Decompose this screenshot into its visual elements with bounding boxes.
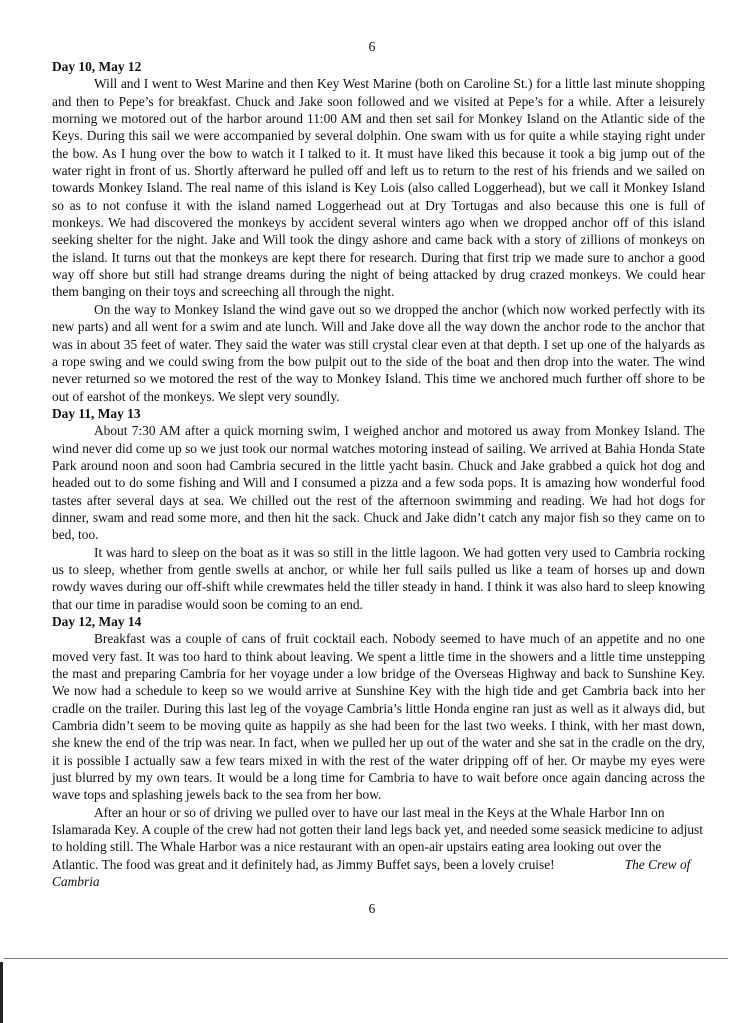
section-day-12	[52, 613, 705, 891]
section-heading: Day 12, May 14	[52, 614, 142, 629]
signature: The Crew of Cambria	[52, 856, 691, 890]
paragraph: About 7:30 AM after a quick morning swim, I weighed anchor and motored us away from Monkey Island. The wind never did come up so we just took our normal watches motoring instead of sailing. We arrived at Bahia Honda State Park around noon and soon had Cambria secured in the little yacht basin. Chuck and Jake grabbed a quick hot dog and headed out to do some fishing and Will and I consumed a pizza and a few soda pops. It is amazing how wonderful food tastes after several days at sea. We chilled out the rest of the afternoon swimming and reading. We had hot dogs for dinner, swam and read some more, and then hit the sack. Chuck and Jake didn’t catch any major fish so they came on to bed, too.	[52, 423, 705, 543]
paragraph: Breakfast was a couple of cans of fruit cocktail each. Nobody seemed to have much of an appetite and no one moved very fast. It was too hard to think about leaving. We spent a little time in the showers and a little time unstepping the mast and preparing Cambria for her voyage under a low bridge of the Overseas Highway and back to Sunshine Key. We now had a schedule to keep so we would arrive at Sunshine Key with the high tide and get Cambria back into her cradle on the trailer. During this last leg of the voyage Cambria’s little Honda engine ran just as well as it always did, but Cambria didn’t seem to be moving quite as happily as she had been for the last two weeks. I think, with her mast down, she knew the end of the trip was near. In fact, when we pulled her up out of the water and she sat in the cradle on the dry, it is possible I actually saw a few tears mixed in with the rest of the water dripping off of her. Or maybe my eyes were just blurred by my own tears. It would be a long time for Cambria to have to wait before once again dancing across the wave tops and splashing jewels back to the sea from her bow.	[52, 631, 705, 803]
section-day-11	[52, 405, 705, 613]
page-number-top: 6	[368, 40, 376, 55]
document-body	[52, 58, 705, 891]
section-heading: Day 11, May 13	[52, 405, 141, 421]
scan-bottom-rule	[4, 958, 728, 959]
paragraph: On the way to Monkey Island the wind gave out so we dropped the anchor (which now worked perfectly with its new parts) and all went for a swim and ate lunch. Will and Jake dove all the way down the anchor rode to the anchor that was in about 35 feet of water. They said the water was still crystal clear even at that depth. I set up one of the halyards as a rope swing and we could swing from the bow pulpit out to the side of the boat and then drop into the water. The wind never returned so we motored the rest of the way to Monkey Island. This time we anchored much further off shore to be out of earshot of the monkeys. We slept very soundly.	[52, 301, 705, 404]
paragraph: It was hard to sleep on the boat as it was so still in the little lagoon. We had gotten very used to Cambria rocking us to sleep, whether from gentle swells at anchor, or while her full sails pulled us like a team of horses up and down rowdy waves during our off-shift while crewmates held the tiller steady in hand. I think it was also hard to sleep knowing that our time in paradise would soon be coming to an end.	[52, 544, 705, 612]
closing-paragraph	[52, 804, 705, 891]
paragraph: Will and I went to West Marine and then Key West Marine (both on Caroline St.) for a little last minute shopping and then to Pepe’s for breakfast. Chuck and Jake soon followed and we visited at Pepe’s for a while. After a leisurely morning we motored out of the harbor around 11:00 AM and then set sail for Monkey Island on the Atlantic side of the Keys. During this sail we were accompanied by several dolphin. One swam with us for quite a while staying right under the bow. As I hung over the bow to watch it I talked to it. It must have liked this because it took a big jump out of the water right in front of us. Shortly afterward he pulled off and left us to return to the rest of his friends and we sailed on towards Monkey Island. The real name of this island is Key Lois (also called Loggerhead), but we call it Monkey Island so as to not confuse it with the island named Loggerhead out at Dry Tortugas and also because this one is full of monkeys. We had discovered the monkeys by accident several winters ago when we dropped anchor off of this island seeking shelter for the night. Jake and Will took the dingy ashore and came back with a story of zillions of monkeys on the island. It turns out that the monkeys are kept there for research. During that first trip we made sure to anchor a good way off shore but still had strange dreams during the night of being attacked by drug crazed monkeys. We could hear them banging on their toys and screeching all through the night.	[52, 76, 705, 300]
section-heading: Day 10, May 12	[52, 59, 142, 74]
section-day-10	[52, 58, 705, 405]
page-number-bottom: 6	[368, 901, 376, 916]
scan-left-edge	[0, 962, 3, 1023]
closing-text: After an hour or so of driving we pulled over to have our last meal in the Keys at the Whale Harbor Inn on Islamarada Key. A couple of the crew had not gotten their land legs back yet, and needed some seasick medicine to adjust to holding still. The Whale Harbor was a nice restaurant with an open-air upstairs eating area looking out over the Atlantic. The food was great and it definitely had, as Jimmy Buffet says, been a lovely cruise!	[52, 804, 703, 872]
